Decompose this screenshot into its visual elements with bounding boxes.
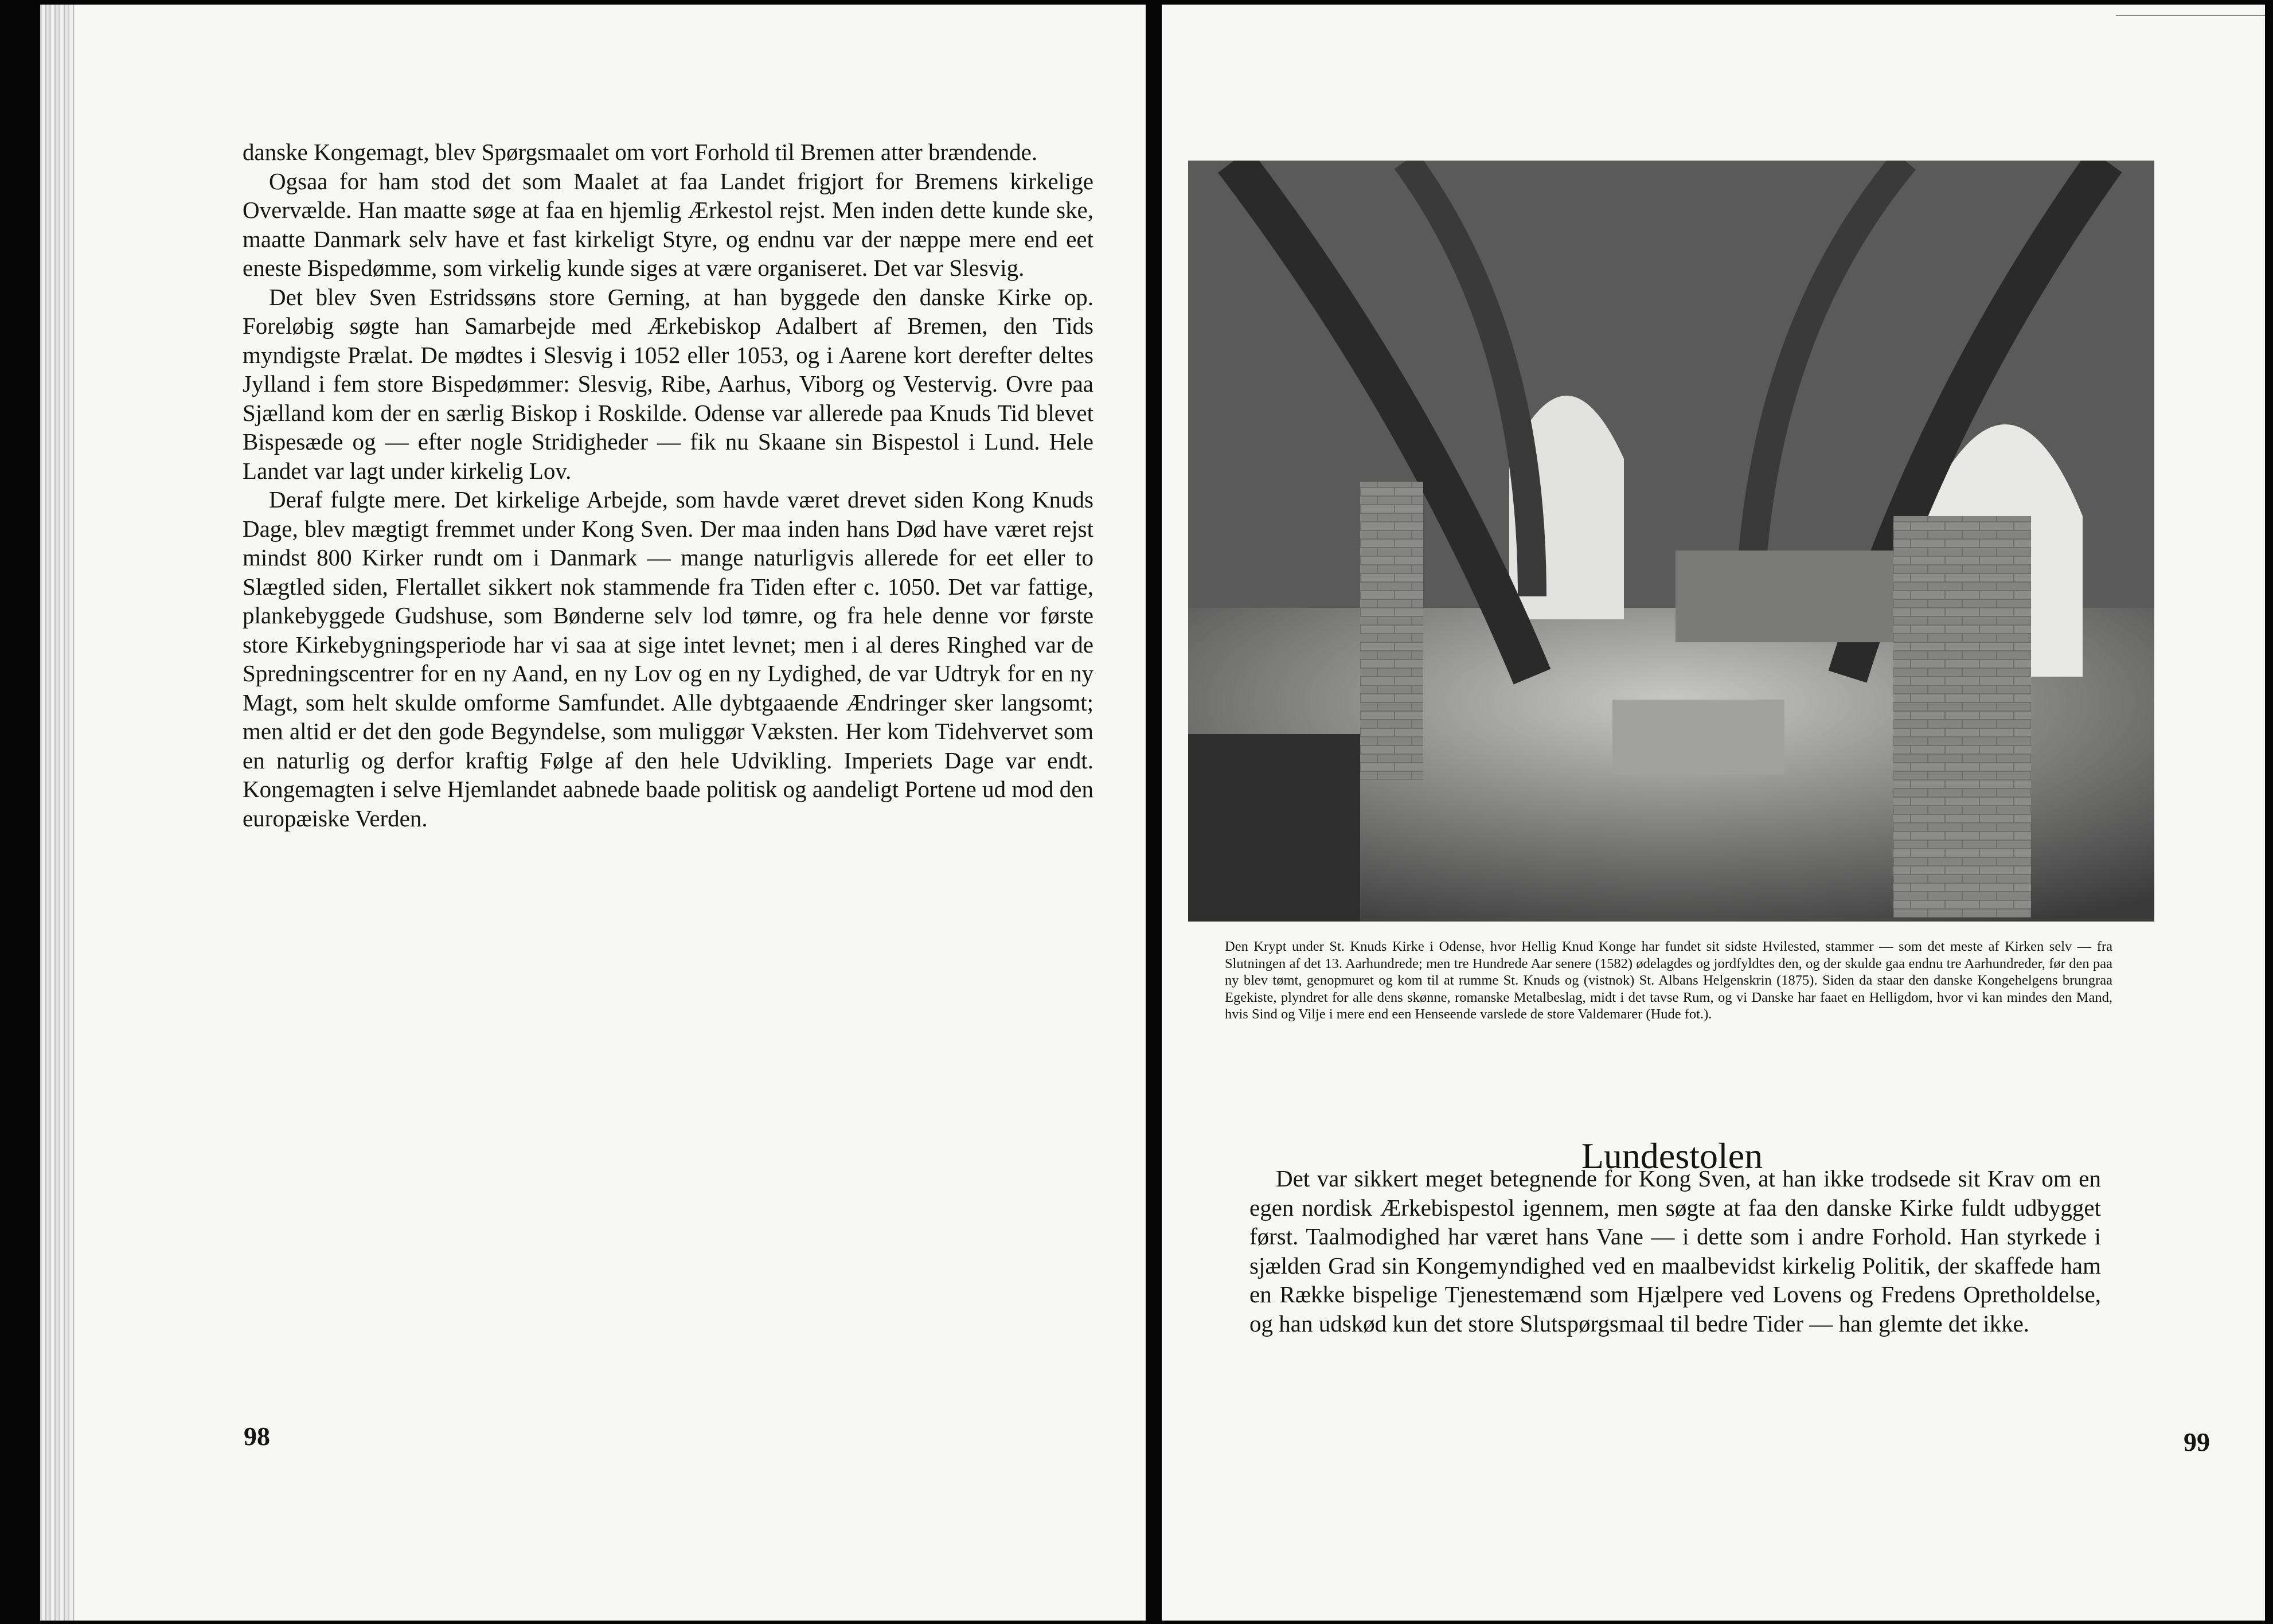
right-text-block [1249,1164,2101,1338]
page-number-left: 98 [244,1422,270,1451]
paragraph: Deraf fulgte mere. Det kirkelige Arbejde, som havde været drevet siden Kong Knuds Dage, blev mægtigt fremmet under Kong Sven. Der maa inden hans Død have været rejst mindst 800 Kirker rundt om i Danmark — mange naturligvis allerede for eet eller to Slægtled siden, Flertallet sikkert nok stammende fra Tiden efter c. 1050. Det var fattige, plankebyggede Gudshuse, som Bønderne selv lod tømre, og fra hele denne vor første store Kirkebygningsperiode har vi saa at sige intet levnet; men i al deres Ringhed var de Spredningscentrer for en ny Aand, en ny Lov og en ny Lydighed, de var Udtryk for en ny Magt, som helt skulde omforme Samfundet. Alle dybtgaaende Ændringer sker langsomt; men altid er det den gode Begyndelse, som muliggør Væksten. Her kom Tidehvervet som en naturlig og derfor kraftig Følge af den hele Udvikling. Imperiets Dage var endt. Kongemagten i selve Hjemlandet aabnede baade politisk og aandeligt Portene ud mod den europæiske Verden. [243,486,1093,831]
left-page [40,5,1146,1621]
paragraph: Ogsaa for ham stod det som Maalet at faa Landet frigjort for Bremens kirkelige Overvælde. Han maatte søge at faa en hjemlig Ærkestol rejst. Men inden dette kunde ske, maatte Danmark selv have et fast kirkeligt Styre, og endnu var der næppe mere end eet eneste Bispedømme, som virkelig kunde siges at være organiseret. Det var Slesvig. [243,167,1093,281]
crypt-photo [1188,161,2154,922]
crypt-illustration [1188,161,2154,922]
section-heading: Lundestolen [1581,1135,1763,1177]
paragraph: danske Kongemagt, blev Spørgsmaalet om vort Forhold til Bremen atter brændende. [243,139,1038,165]
top-rule [2116,15,2265,16]
page-number-right: 99 [2184,1427,2210,1457]
paragraph: Det var sikkert meget betegnende for Kong Sven, at han ikke trodsede sit Krav om en egen nordisk Ærkebispestol igennem, men søgte at faa den danske Kirke fuldt udbygget først. Taalmodighed har været hans Vane — i dette som i andre Forhold. Han styrkede i sjælden Grad sin Kongemyndighed ved en maalbevidst kirkelig Politik, der skaffede ham en Række bispelige Tjenestemænd som Hjælpere ved Lovens og Fredens Opretholdelse, og han udskød kun det store Slutspørgsmaal til bedre Tider — han glemte det ikke. [1249,1165,2101,1337]
left-text-block [243,138,1093,833]
paragraph: Det blev Sven Estridssøns store Gerning, at han byggede den danske Kirke op. Foreløbig søgte han Samarbejde med Ærkebiskop Adalbert af Bremen, den Tids myndigste Prælat. De mødtes i Slesvig i 1052 eller 1053, og i Aarene kort derefter deltes Jylland i fem store Bispedømmer: Slesvig, Ribe, Aarhus, Viborg og Vestervig. Ovre paa Sjælland kom der en særlig Biskop i Roskilde. Odense var allerede paa Knuds Tid blevet Bispesæde og — efter nogle Stridigheder — fik nu Skaane sin Bispestol i Lund. Hele Landet var lagt under kirkelig Lov. [243,283,1093,484]
right-page [1162,5,2265,1621]
photo-caption: Den Krypt under St. Knuds Kirke i Odense, hvor Hellig Knud Konge har fundet sit sidste Hvilested, stammer — som det meste af Kirken selv — fra Slutningen af det 13. Aarhundrede; men tre Hundrede Aar senere (1582) ødelagdes og jordfyldtes den, og der skulde gaa endnu tre Aarhundreder, før den paa ny blev tømt, genopmuret og kom til at rumme St. Knuds og (vistnok) St. Albans Helgenskrin (1875). Siden da staar den danske Kongehelgens brungraa Egekiste, plyndret for alle dens skønne, romanske Metalbeslag, midt i det tavse Rum, og vi Danske har faaet en Helligdom, hvor vi kan mindes den Mand, hvis Sind og Vilje i mere end een Henseende varslede de store Valdemarer (Hude fot.). [1225,939,2112,1022]
page-edge [40,5,75,1621]
